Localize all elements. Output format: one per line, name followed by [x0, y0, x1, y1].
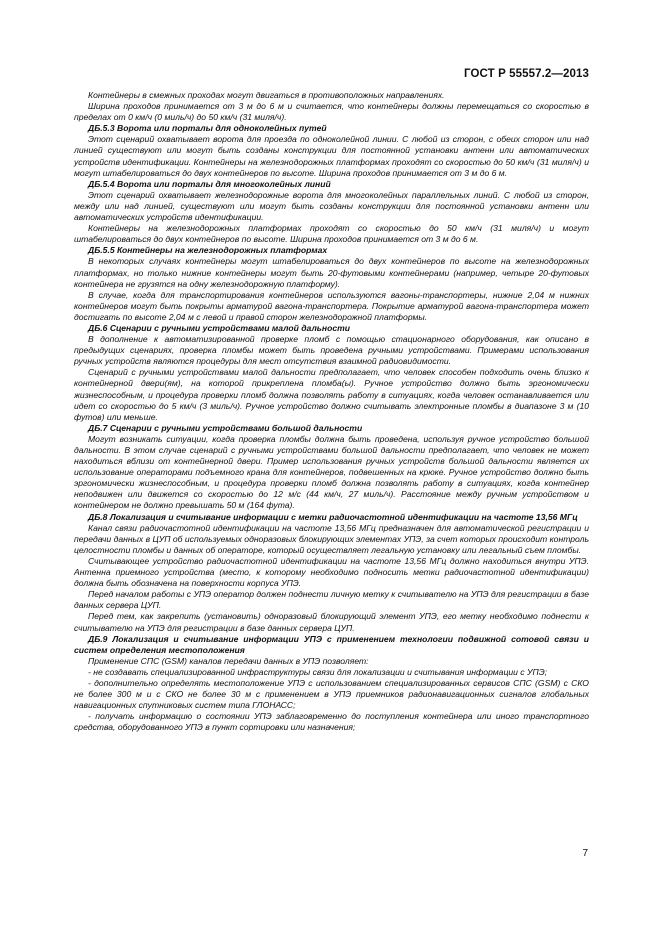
section-heading: ДБ.5.4 Ворота или порталы для многоколейных линий: [88, 178, 331, 189]
paragraph: Перед началом работы с УПЭ оператор должен поднести личную метку к считывателю на УПЭ для регистрации в базе данных сервера ЦУП.: [74, 589, 589, 611]
section-heading: ДБ.5.3 Ворота или порталы для одноколейных путей: [88, 123, 327, 134]
list-item: - дополнительно определять местоположение УПЭ с использованием специализированных сервисов СПС (GSM) с СКО не более 300 м и с СКО не более 30 м с применением в УПЭ приемников радионавигационных сигналов глобальных навигационных спутниковых систем типа ГЛОНАСС;: [74, 677, 589, 711]
list-item: - не создавать специализированной инфраструктуры связи для локализации и считывания информации с УПЭ;: [88, 666, 548, 677]
paragraph: В случае, когда для транспортирования контейнеров используются вагоны-транспортеры, нижние 2,04 м нижних контейнеров могут быть покрыты арматурой вагона-транспортера. Покрытие арматурой вагона-транспортера может достигать по высоте 2,04 м с левой и правой сторон железнодорожной платформы.: [74, 289, 589, 322]
paragraph: Ширина проходов принимается от 3 м до 6 м и считается, что контейнеры должны перемещаться со скоростью в пределах от 0 км/ч (0 миль/ч) до 50 км/ч (31 миля/ч).: [74, 101, 589, 123]
section-heading: ДБ.8 Локализация и считывание информации с метки радиочастотной идентификации на частоте 13,56 МГц: [88, 511, 578, 522]
list-item: - получать информацию о состоянии УПЭ заблаговременно до поступления контейнера или иного транспортного средства, оборудованного УПЭ в пункт сортировки или назначения;: [74, 711, 589, 733]
document-body: [74, 90, 589, 733]
paragraph: В дополнение к автоматизированной проверке пломб с помощью стационарного оборудования, как описано в предыдущих сценариях, проверка пломбы может быть проведена ручными устройствами. Примерами использования ручных устройств являются процедуры для мест отсутствия взаимной радиовидимости.: [74, 334, 589, 367]
paragraph: Применение СПС (GSM) каналов передачи данных в УПЭ позволяет:: [88, 655, 369, 666]
page-number: 7: [582, 848, 588, 859]
paragraph: Могут возникать ситуации, когда проверка пломбы должна быть проведена, используя ручное устройство большой дальности. В этом случае сценарий с ручными устройствами большой дальности предполагает, что человек не может находиться вблизи от контейнерной двери. Пример использования ручных устройств большой дальности является их использование операторами подъемного крана для контейнеров, подвешенных на крюке. Ручное устройство должно быть эргономически жизнеспособным, и процедура проверки пломб должна позволять работу в ситуациях, когда контейнер неподвижен или движется со скоростью до 12 м/с (44 км/ч, 27 миль/ч). Расстояние между ручным устройством и контейнером не должно превышать 50 м (164 фута).: [74, 433, 589, 511]
section-heading: ДБ.7 Сценарии с ручными устройствами большой дальности: [88, 422, 363, 433]
paragraph: Сценарий с ручными устройствами малой дальности предполагает, что человек способен подходить очень близко к контейнерной двери(ям), на которой прикреплена пломба(ы). Ручное устройство должно быть эргономически жизнеспособным, и процедура проверки пломб должна позволять работу в ситуациях, когда человек останавливается или идет со скоростью до 5 км/ч (3 миль/ч). Ручное устройство должно считывать электронные пломбы в диапазоне 3 м (10 футов) или меньше.: [74, 367, 589, 422]
document-header: ГОСТ Р 55557.2—2013: [464, 68, 589, 80]
section-heading: ДБ.5.5 Контейнеры на железнодорожных платформах: [88, 245, 328, 256]
paragraph: Считывающее устройство радиочастотной идентификации на частоте 13,56 МГц должно находиться внутри УПЭ. Антенна приемного устройства (место, к которому необходимо подносить метки радиочастотной идентификации) должна быть обозначена на поверхности корпуса УПЭ.: [74, 555, 589, 589]
section-heading: ДБ.6 Сценарии с ручными устройствами малой дальности: [88, 322, 351, 333]
paragraph: Этот сценарий охватывает ворота для проезда по одноколейной линии. С любой из сторон, с обеих сторон или над линией существуют или могут быть созданы конструкции для постоянной установки антенн или автоматических устройств идентификации. Контейнеры на железнодорожных платформах проходят со скоростью до 50 км/ч (31 миля/ч) и могут штабелироваться до двух контейнеров по высоте. Ширина проходов принимается от 3 м до 6 м.: [74, 134, 589, 178]
paragraph: В некоторых случаях контейнеры могут штабелироваться до двух контейнеров по высоте на железнодорожных платформах, но только нижние контейнеры могут быть 20-футовыми контейнерами (например, четыре 20-футовых контейнера не грузятся на одну железнодорожную платформу).: [74, 256, 589, 289]
paragraph: Контейнеры на железнодорожных платформах проходят со скоростью до 50 км/ч (31 миля/ч) и могут штабелироваться до двух контейнеров по высоте. Ширина проходов принимается от 3 м до 6 м.: [74, 223, 589, 245]
paragraph: Канал связи радиочастотной идентификации на частоте 13,56 МГц предназначен для автоматической регистрации и передачи данных в ЦУП об используемых одноразовых блокирующих элементах УПЭ, за счет которых происходит контроль целостности пломбы и данных об операторе, который осуществляет легальную установку или легальный съем пломбы.: [74, 522, 589, 555]
section-heading: ДБ.9 Локализация и считывание информации УПЭ с применением технологии подвижной сотовой связи и систем определения местоположения: [74, 633, 589, 655]
paragraph: Этот сценарий охватывает железнодорожные ворота для многоколейных параллельных линий. С любой из сторон, между или над линией, существуют или могут быть созданы конструкции для постоянной установки антенн или автоматических устройств идентификации.: [74, 189, 589, 223]
paragraph: Контейнеры в смежных проходах могут двигаться в противоположных направлениях.: [88, 90, 445, 100]
paragraph: Перед тем, как закрепить (установить) одноразовый блокирующий элемент УПЭ, его метку необходимо поднести к считывателю на УПЭ для регистрации в базе данных сервера ЦУП.: [74, 611, 589, 633]
